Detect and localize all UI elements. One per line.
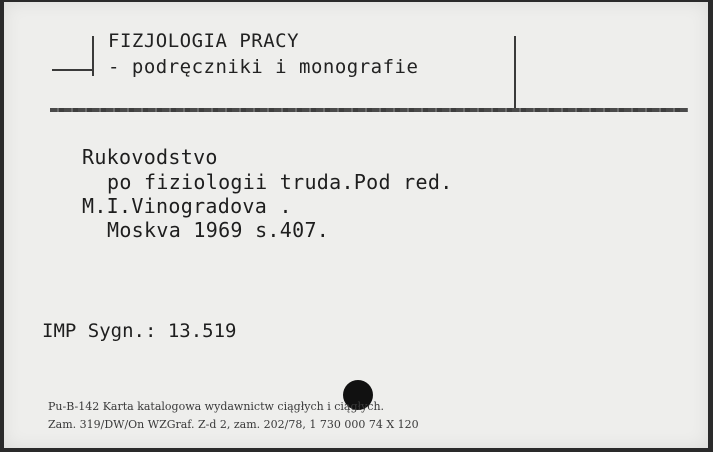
entry-line-2: po fiziologii truda.Pod red. [107, 170, 453, 194]
header-vertical-rule-right [514, 36, 516, 110]
header-divider [50, 108, 688, 112]
footer-line-1: Pu-B-142 Karta katalogowa wydawnictw ciągłych i ciągłych. [48, 400, 385, 413]
entry-line-1: Rukovodstvo [82, 145, 218, 169]
catalog-card [4, 2, 708, 448]
entry-line-3: M.I.Vinogradova . [82, 194, 292, 218]
header-subtitle: - podręczniki i monografie [108, 56, 419, 78]
footer-line-2: Zam. 319/DW/On WZGraf. Z-d 2, zam. 202/78, 1 730 000 74 X 120 [48, 418, 419, 431]
header-title: FIZJOLOGIA PRACY [108, 30, 300, 52]
call-number: IMP Sygn.: 13.519 [42, 320, 237, 342]
header-horizontal-stub [52, 69, 94, 71]
entry-line-4: Moskva 1969 s.407. [107, 218, 330, 242]
